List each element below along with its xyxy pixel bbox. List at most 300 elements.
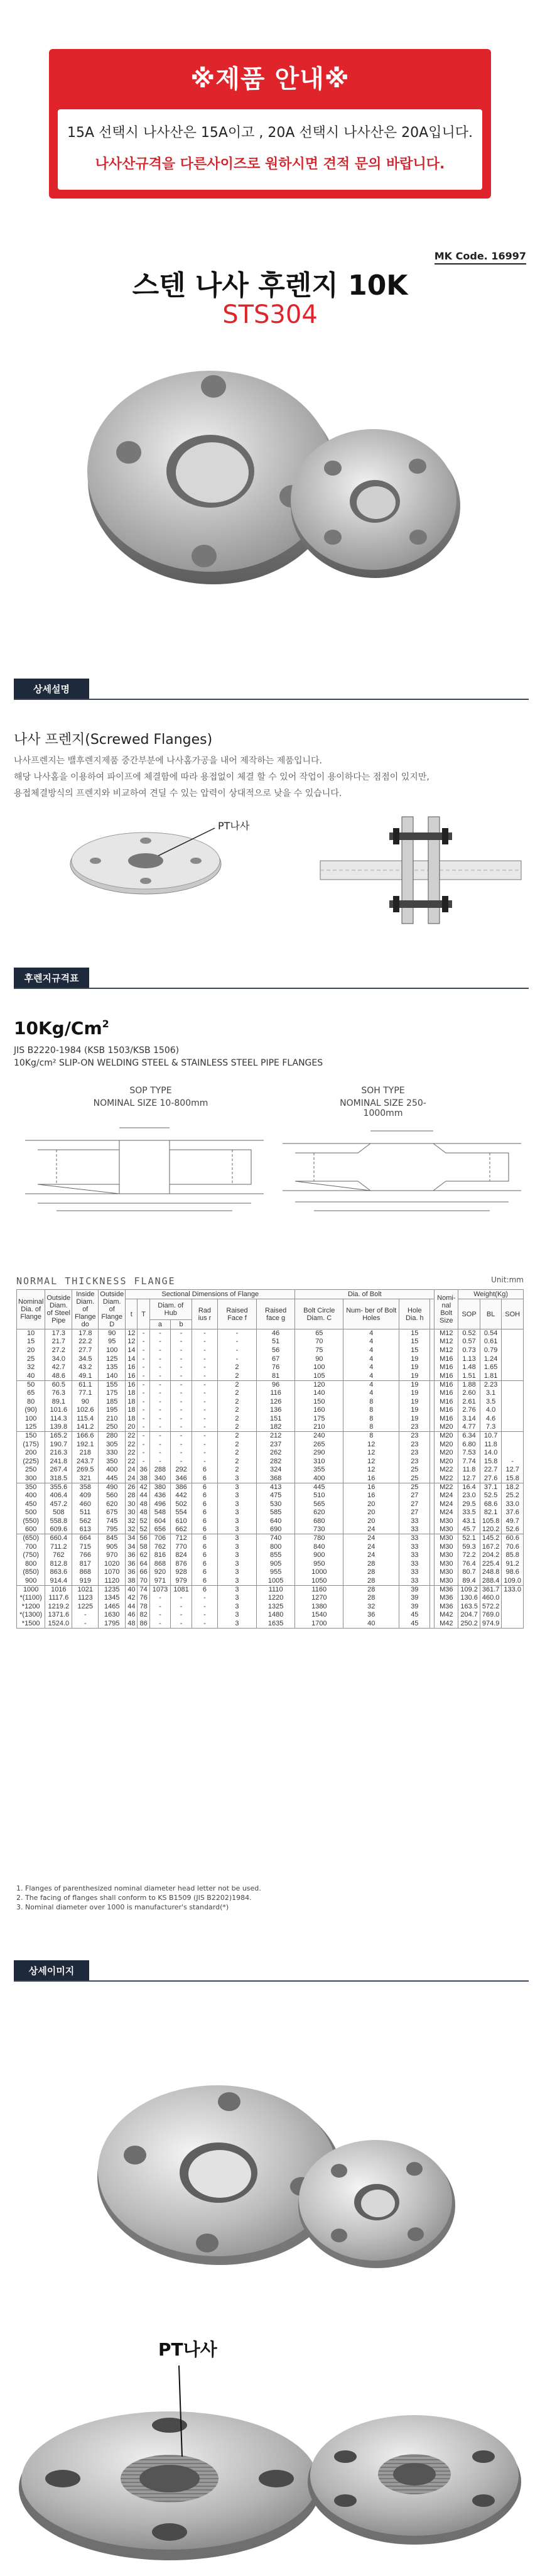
table-cell: - [192,1603,217,1612]
table-cell: - [171,1414,192,1423]
table-row [17,1414,524,1423]
table-cell [502,1620,524,1629]
table-cell: 1220 [256,1594,294,1603]
table-row [17,1380,524,1389]
table-cell: 36 [126,1568,138,1577]
table-cell: M16 [435,1414,458,1423]
table-cell: 23.0 [458,1492,480,1500]
table-cell: 17.8 [72,1329,99,1338]
table-cell: 120.2 [480,1525,502,1534]
table-cell: 2 [218,1449,257,1458]
table-cell: 12 [343,1457,399,1466]
table-cell [502,1397,524,1406]
table-cell [502,1611,524,1620]
table-cell: 28 [126,1492,138,1500]
table-cell [502,1406,524,1415]
table-row [17,1525,524,1534]
description-paragraph-1: 나사프렌지는 밸후렌지제품 중간부분에 나사홈가공을 내어 제작하는 제품입니다. [14,756,322,766]
flange-photo [69,352,477,591]
table-cell: 8 [343,1406,399,1415]
table-cell [502,1389,524,1398]
table-cell: 22.2 [72,1338,99,1346]
table-row [17,1475,524,1483]
table-cell: 67 [256,1355,294,1363]
table-cell: 457.2 [45,1500,72,1509]
table-cell: 3 [218,1585,257,1594]
table-cell: 1.13 [458,1355,480,1363]
table-cell: 1345 [99,1594,126,1603]
sop-cross-section-drawing [19,1115,270,1222]
table-cell: 68.6 [480,1500,502,1509]
table-cell: 2 [218,1406,257,1415]
table-row [17,1568,524,1577]
table-cell: *1500 [17,1620,45,1629]
table-cell: 955 [256,1568,294,1577]
table-cell: - [171,1423,192,1432]
table-cell: - [171,1449,192,1458]
table-cell: 400 [99,1466,126,1475]
table-cell: 49.1 [72,1372,99,1380]
table-cell: 3 [218,1551,257,1560]
table-cell: 508 [45,1509,72,1517]
table-cell: 355.6 [45,1483,72,1492]
table-cell: 16 [343,1475,399,1483]
table-cell: 126 [256,1397,294,1406]
table-cell: 27 [399,1500,430,1509]
table-cell: 3 [218,1475,257,1483]
table-cell: 7.53 [458,1449,480,1458]
table-cell: 490 [99,1483,126,1492]
table-cell: 386 [171,1483,192,1492]
table-cell: 16 [343,1483,399,1492]
table-cell: 19 [399,1397,430,1406]
table-cell: 250.2 [458,1620,480,1629]
table-cell: 610 [171,1517,192,1526]
table-cell: M36 [435,1603,458,1612]
table-cell: 76 [256,1363,294,1372]
table-cell: 406.4 [45,1492,72,1500]
sop-type-label: SOP TYPE [129,1086,172,1096]
table-cell: 1.24 [480,1355,502,1363]
table-row [17,1338,524,1346]
table-cell: 34 [126,1542,138,1551]
table-cell: 15 [399,1329,430,1338]
table-row [17,1466,524,1475]
table-cell: 43.2 [72,1363,99,1372]
table-cell: - [149,1449,171,1458]
notice-line-1: 15A 선택시 나사산은 15A이고 , 20A 선택시 나사산은 20A입니다. [67,125,473,141]
flange-assembly-sketch [314,810,527,930]
table-cell: 812.8 [45,1560,72,1569]
table-cell: 7.74 [458,1457,480,1466]
table-cell: 216.3 [45,1449,72,1458]
table-cell: M30 [435,1577,458,1586]
table-cell [430,1577,435,1586]
table-cell: 675 [99,1509,126,1517]
table-cell: 150 [17,1432,45,1441]
table-unit: Unit:mm [491,1275,524,1284]
table-cell [430,1432,435,1441]
table-cell: - [149,1380,171,1389]
table-cell: - [218,1355,257,1363]
table-cell: 6 [192,1585,217,1594]
table-cell: 85.8 [502,1551,524,1560]
table-cell: 1020 [99,1560,126,1569]
section-tab-detail-image: 상세이미지 [14,1960,89,1982]
table-cell: (225) [17,1457,45,1466]
table-cell: 502 [171,1500,192,1509]
table-cell: 61.1 [72,1380,99,1389]
table-cell: 6 [192,1560,217,1569]
table-cell: 237 [256,1440,294,1449]
table-cell: 6.80 [458,1440,480,1449]
table-cell [502,1423,524,1432]
soh-cross-section-drawing [276,1115,527,1222]
table-cell: 66 [138,1568,149,1577]
table-cell: 1021 [72,1585,99,1594]
table-cell: 240 [295,1432,343,1441]
table-cell: 52 [138,1517,149,1526]
table-cell: - [149,1603,171,1612]
table-cell: 4 [343,1329,399,1338]
col-sop: SOP [458,1299,480,1329]
table-cell [502,1363,524,1372]
table-cell: 42 [126,1594,138,1603]
table-cell [430,1414,435,1423]
table-cell: 640 [256,1517,294,1526]
table-cell: 288.4 [480,1577,502,1586]
table-cell: 358 [72,1483,99,1492]
col-bolt-circle: Bolt Circle Diam. C [295,1299,343,1329]
table-row [17,1457,524,1466]
table-cell: 7.3 [480,1423,502,1432]
section-divider [14,699,529,700]
table-cell: - [171,1603,192,1612]
table-cell [430,1440,435,1449]
table-cell: 1465 [99,1603,126,1612]
table-cell: 96 [256,1380,294,1389]
table-cell: 500 [17,1509,45,1517]
table-cell: 16 [126,1372,138,1380]
table-cell: 33 [399,1568,430,1577]
section-tab-detail-desc: 상세설명 [14,679,89,700]
table-cell: 876 [171,1560,192,1569]
table-cell: 600 [17,1525,45,1534]
table-cell: - [192,1414,217,1423]
table-cell: 133.0 [502,1585,524,1594]
table-cell: 3 [218,1568,257,1577]
table-cell: 409 [72,1492,99,1500]
table-cell: 10.7 [480,1432,502,1441]
table-cell: 1795 [99,1620,126,1629]
col-spacer [430,1299,435,1329]
table-cell: 80 [17,1397,45,1406]
table-cell: 11.8 [480,1440,502,1449]
table-cell: 680 [295,1517,343,1526]
table-cell [430,1346,435,1355]
table-cell [430,1560,435,1569]
col-raised-face: Raised Face f [218,1299,257,1329]
col-pipe-od: Outside Diam. of Steel Pipe [45,1290,72,1329]
table-cell: - [171,1432,192,1441]
table-cell: 3 [218,1603,257,1612]
table-cell: 2 [218,1372,257,1380]
table-cell: - [149,1363,171,1372]
table-cell: 14 [126,1355,138,1363]
table-cell: 1050 [295,1577,343,1586]
table-cell: 900 [17,1577,45,1586]
table-cell: 49.7 [502,1517,524,1526]
table-cell: 195 [99,1406,126,1415]
table-cell: *1200 [17,1603,45,1612]
table-cell: - [192,1423,217,1432]
table-cell: 33 [399,1517,430,1526]
table-cell: 905 [256,1560,294,1569]
table-row [17,1389,524,1398]
table-cell [502,1338,524,1346]
table-cell: M20 [435,1457,458,1466]
table-cell: 74 [138,1585,149,1594]
table-cell: 36 [138,1466,149,1475]
table-cell: - [149,1406,171,1415]
table-cell: 45 [399,1620,430,1629]
table-row [17,1509,524,1517]
table-cell [430,1389,435,1398]
table-cell: 3 [218,1611,257,1620]
table-cell: 1270 [295,1594,343,1603]
table-cell: 65 [17,1389,45,1398]
table-cell: 442 [171,1492,192,1500]
col-bolt-group: Dia. of Bolt [295,1290,435,1299]
table-cell: 23 [399,1432,430,1441]
table-cell: 25 [399,1475,430,1483]
table-cell: 265 [295,1440,343,1449]
table-cell: 52.1 [458,1534,480,1543]
section-tab-spec-table: 후렌지규격표 [14,968,89,989]
table-cell: 445 [295,1483,343,1492]
table-cell: 318.5 [45,1475,72,1483]
table-cell: 56 [256,1346,294,1355]
table-cell: 656 [149,1525,171,1534]
table-cell: 6 [192,1577,217,1586]
table-cell: 16.4 [458,1483,480,1492]
table-cell: 715 [72,1542,99,1551]
table-cell: 0.57 [458,1338,480,1346]
table-cell: 50 [17,1380,45,1389]
table-cell: 868 [72,1568,99,1577]
table-cell: 15 [399,1346,430,1355]
table-cell: - [149,1338,171,1346]
table-cell: - [192,1457,217,1466]
table-cell: 558.8 [45,1517,72,1526]
table-cell [430,1585,435,1594]
table-cell: 3 [218,1560,257,1569]
table-cell: 136 [256,1406,294,1415]
col-inside-dia: Inside Diam. of Flange do [72,1290,99,1329]
table-cell: 300 [17,1475,45,1483]
table-cell: 355 [295,1466,343,1475]
table-cell: 1380 [295,1603,343,1612]
table-row [17,1534,524,1543]
col-T: T [138,1299,149,1329]
table-cell: 80.7 [458,1568,480,1577]
table-row [17,1355,524,1363]
table-cell: 33 [399,1525,430,1534]
table-cell: 769.0 [480,1611,502,1620]
table-cell: 3 [218,1577,257,1586]
table-cell: - [138,1355,149,1363]
table-cell: - [192,1372,217,1380]
table-cell: 100 [99,1346,126,1355]
table-cell: 262 [256,1449,294,1458]
table-cell: 102.6 [72,1406,99,1415]
table-cell: 65 [295,1329,343,1338]
flange-detail-photo [75,2073,465,2274]
table-cell: 82.1 [480,1509,502,1517]
table-cell: 175 [99,1389,126,1398]
table-cell: 175 [295,1414,343,1423]
table-cell: M30 [435,1551,458,1560]
table-cell: 613 [72,1525,99,1534]
table-cell: - [149,1329,171,1338]
table-cell [502,1594,524,1603]
table-cell: *(1100) [17,1594,45,1603]
threaded-flange-image [13,2300,527,2563]
table-cell [430,1620,435,1629]
table-cell: 18 [126,1406,138,1415]
table-cell: 380 [149,1483,171,1492]
table-cell: 762 [149,1542,171,1551]
table-cell: 141.2 [72,1423,99,1432]
table-cell: 2 [218,1389,257,1398]
table-cell: 19 [399,1406,430,1415]
table-cell: (850) [17,1568,45,1577]
table-cell: 868 [149,1560,171,1569]
table-cell [502,1449,524,1458]
table-cell: 8 [343,1432,399,1441]
table-cell: 38 [138,1475,149,1483]
table-cell: 64 [138,1560,149,1569]
table-cell: - [192,1449,217,1458]
table-cell [430,1542,435,1551]
table-cell: 1480 [256,1611,294,1620]
table-cell: - [138,1397,149,1406]
table-cell: (550) [17,1517,45,1526]
table-cell: 6 [192,1475,217,1483]
table-cell: 44 [126,1603,138,1612]
table-cell: - [138,1338,149,1346]
table-cell: 11.8 [458,1466,480,1475]
table-cell: 48 [138,1509,149,1517]
table-cell: 56 [138,1534,149,1543]
table-cell [430,1551,435,1560]
table-cell: 4 [343,1338,399,1346]
table-cell: 22 [126,1440,138,1449]
table-cell: 1.65 [480,1363,502,1372]
table-cell [430,1475,435,1483]
description-paragraph-3: 용접체결방식의 프렌지와 비교하여 견딜 수 있는 압력이 상대적으로 낮을 수 있습니다. [14,789,342,799]
table-cell: - [192,1397,217,1406]
table-cell: 400 [17,1492,45,1500]
table-cell: 800 [256,1542,294,1551]
table-cell: - [192,1611,217,1620]
table-cell: 139.8 [45,1423,72,1432]
table-cell: 36 [126,1551,138,1560]
table-cell: 10 [17,1329,45,1338]
table-cell: 45 [399,1611,430,1620]
table-cell: 565 [295,1500,343,1509]
table-cell: 101.6 [45,1406,72,1415]
table-cell: 1081 [171,1585,192,1594]
table-cell: 0.73 [458,1346,480,1355]
table-cell: - [149,1397,171,1406]
table-cell: 4 [343,1380,399,1389]
table-cell: - [149,1620,171,1629]
table-cell: 32 [343,1603,399,1612]
table-row [17,1603,524,1612]
table-cell: 48.6 [45,1372,72,1380]
table-cell [430,1483,435,1492]
table-cell: 27 [399,1492,430,1500]
table-cell: 1225 [72,1603,99,1612]
table-cell: - [72,1611,99,1620]
table-cell: 23 [399,1449,430,1458]
table-cell: 36 [126,1560,138,1569]
table-cell: 863.6 [45,1568,72,1577]
table-cell: 100 [295,1363,343,1372]
table-cell: 58 [138,1542,149,1551]
table-cell: 70 [138,1577,149,1586]
table-cell [502,1355,524,1363]
table-cell: 250 [99,1423,126,1432]
table-cell: 766 [72,1551,99,1560]
table-cell: 3 [218,1517,257,1526]
table-cell: 76.3 [45,1389,72,1398]
table-cell: 974.9 [480,1620,502,1629]
table-cell: 3.5 [480,1397,502,1406]
table-cell: 22 [126,1457,138,1466]
table-cell: 2 [218,1457,257,1466]
col-bolt-count: Num- ber of Bolt Holes [343,1299,399,1329]
table-cell: 436 [149,1492,171,1500]
table-cell: 3 [218,1534,257,1543]
col-bl: BL [480,1299,502,1329]
table-cell: M30 [435,1534,458,1543]
table-cell: 39 [399,1585,430,1594]
table-cell: M24 [435,1500,458,1509]
table-cell: M16 [435,1363,458,1372]
table-cell: 585 [256,1509,294,1517]
table-cell [430,1525,435,1534]
table-cell: 4 [343,1363,399,1372]
table-cell: 0.52 [458,1329,480,1338]
table-cell: - [171,1355,192,1363]
table-cell: 130.6 [458,1594,480,1603]
table-cell: 6 [192,1525,217,1534]
table-cell: - [138,1440,149,1449]
table-cell: 109.2 [458,1585,480,1594]
table-cell: 30 [126,1500,138,1509]
table-row [17,1620,524,1629]
table-cell: 62 [138,1551,149,1560]
table-notes [16,1884,261,1912]
table-cell: 572.2 [480,1603,502,1612]
table-cell: 27.6 [480,1475,502,1483]
table-cell: 1630 [99,1611,126,1620]
table-cell: 114.3 [45,1414,72,1423]
table-cell: 15.8 [480,1457,502,1466]
table-cell: 1120 [99,1577,126,1586]
